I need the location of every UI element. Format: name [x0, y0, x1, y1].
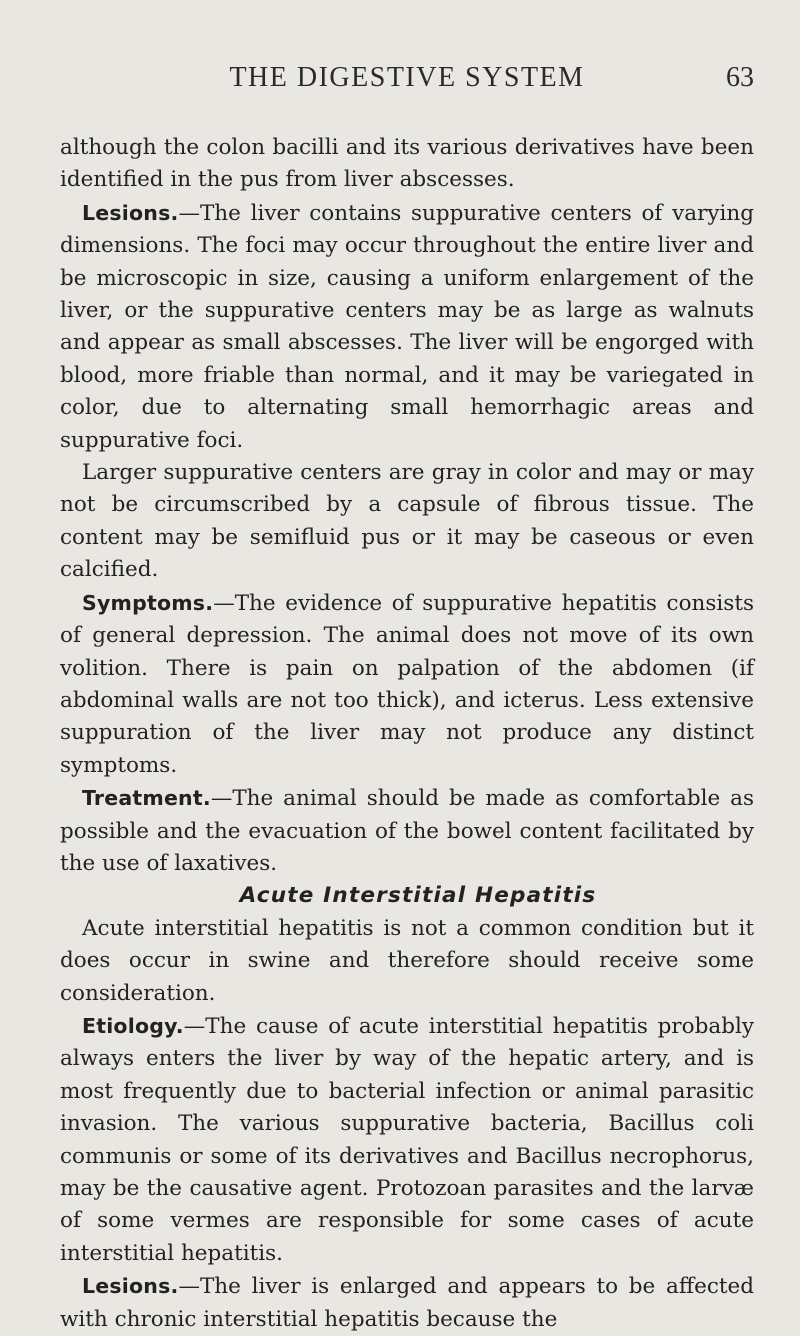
paragraph-text: —The animal should be made as comfortable as possible and the evacuation of the bowel content facilitated by the use of laxatives. — [60, 786, 754, 876]
run-in-heading-etiology: Etiology. — [82, 1013, 184, 1038]
page-header — [60, 56, 754, 96]
body-text — [60, 132, 754, 1336]
section-title: Acute Interstitial Hepatitis — [239, 883, 597, 909]
paragraph-lesions — [60, 197, 754, 457]
run-in-heading-symptoms: Symptoms. — [82, 590, 214, 615]
paragraph-text: Larger suppurative centers are gray in color and may or may not be circumscribed by a capsule of fibrous tissue. The content may be semifluid pus or it may be caseous or even calcified. — [60, 460, 754, 583]
paragraph-larger-centers — [60, 457, 754, 587]
paragraph-text: —The cause of acute interstitial hepatitis probably always enters the liver by way of the hepatic artery, and is most frequently due to bacterial infection or animal parasitic invasion. The various suppurative bacteria, Bacillus coli communis or some of its derivatives and Bacillus necrophorus, may be the causative agent. Protozoan parasites and the larvæ of some vermes are responsible for some cases of acute interstitial hepatitis. — [60, 1013, 754, 1266]
run-in-heading-lesions-2: Lesions. — [82, 1274, 179, 1299]
paragraph-text: Acute interstitial hepatitis is not a common condition but it does occur in swine and therefore should receive some consideration. — [60, 915, 754, 1006]
paragraph-text: —The liver contains suppurative centers of varying dimensions. The foci may occur throughout the entire liver and be microscopic in size, causing a uniform enlargement of the liver, or the suppurative centers may be as large as walnuts and appear as small abscesses. The liver will be engorged with blood, more friable than normal, and it may be variegated in color, due to alternating small hemorrhagic areas and suppurative foci. — [60, 200, 754, 453]
paragraph-symptoms — [60, 587, 754, 782]
running-title: THE DIGESTIVE SYSTEM — [229, 62, 585, 93]
paragraph-etiology — [60, 1010, 754, 1270]
paragraph-continuation — [60, 132, 754, 197]
paragraph-lesions-2 — [60, 1270, 754, 1336]
page-number: 63 — [726, 62, 754, 93]
paragraph-text: —The liver is enlarged and appears to be affected with chronic interstitial hepatitis because the — [60, 1274, 754, 1332]
run-in-heading-treatment: Treatment. — [82, 786, 211, 811]
paragraph-intro — [60, 913, 754, 1010]
paragraph-text: although the colon bacilli and its various derivatives have been identified in the pus from liver abscesses. — [60, 135, 754, 193]
paragraph-text: —The evidence of suppurative hepatitis consists of general depression. The animal does not move of its own volition. There is pain on palpation of the abdomen (if abdominal walls are not too thick), and icterus. Less extensive suppuration of the liver may not produce any distinct symptoms. — [60, 590, 754, 778]
run-in-heading-lesions: Lesions. — [82, 200, 179, 225]
paragraph-treatment — [60, 782, 754, 880]
